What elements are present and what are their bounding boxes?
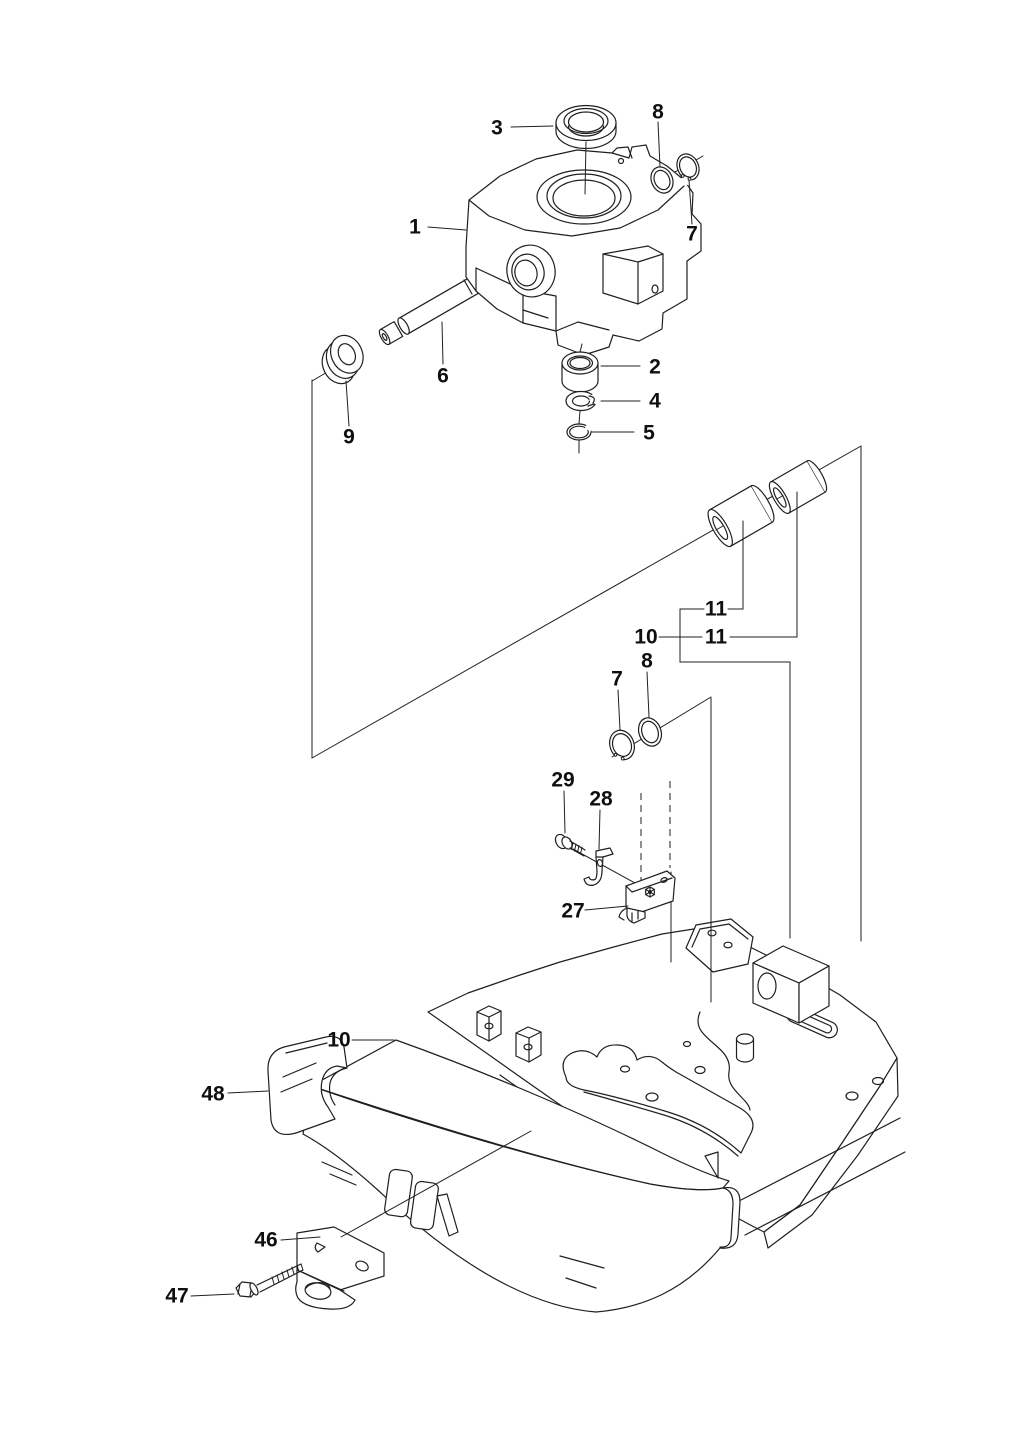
callout-hex-bolt: 47 — [165, 1284, 189, 1308]
bushing-rear — [766, 461, 827, 516]
callout-screw: 29 — [551, 768, 575, 792]
lock-washer — [566, 392, 600, 411]
callout-washer-top: 8 — [652, 100, 664, 124]
bushing-front — [704, 485, 774, 549]
reference-plane-lines — [312, 368, 861, 941]
callout-washer-lower: 8 — [641, 649, 653, 673]
washer-lower — [635, 715, 666, 750]
callout-retaining-ring-lower: 7 — [611, 667, 623, 691]
callout-bushing-rear: 11 — [704, 625, 728, 649]
callout-bearing: 2 — [649, 355, 661, 379]
callout-angle-bracket: 46 — [254, 1228, 278, 1252]
callout-bearing-ring-top: 3 — [491, 116, 503, 140]
snap-ring — [567, 424, 592, 440]
callout-lock-washer: 4 — [649, 389, 661, 413]
callout-bushing-front: 11 — [704, 597, 728, 621]
callout-end-cover: 48 — [201, 1082, 225, 1106]
shaft-pin — [377, 274, 484, 346]
bracket-nut — [645, 887, 654, 898]
callout-retaining-ring-top: 7 — [686, 222, 698, 246]
clamp — [584, 848, 613, 885]
callout-weight-bar: 10 — [327, 1028, 351, 1052]
grommet — [314, 330, 372, 389]
callout-snap-ring: 5 — [643, 421, 655, 445]
bearing — [562, 352, 598, 392]
callout-grommet: 9 — [343, 425, 355, 449]
callout-bracket: 27 — [561, 899, 585, 923]
callout-shaft-pin: 6 — [437, 364, 449, 388]
callout-housing: 1 — [409, 215, 421, 239]
housing-lug — [603, 246, 663, 304]
callout-weight-bar-ref: 10 — [634, 625, 658, 649]
callout-clamp: 28 — [589, 787, 613, 811]
retaining-ring-lower — [606, 727, 639, 764]
angle-bracket — [296, 1227, 384, 1309]
hex-bolt — [236, 1264, 303, 1297]
